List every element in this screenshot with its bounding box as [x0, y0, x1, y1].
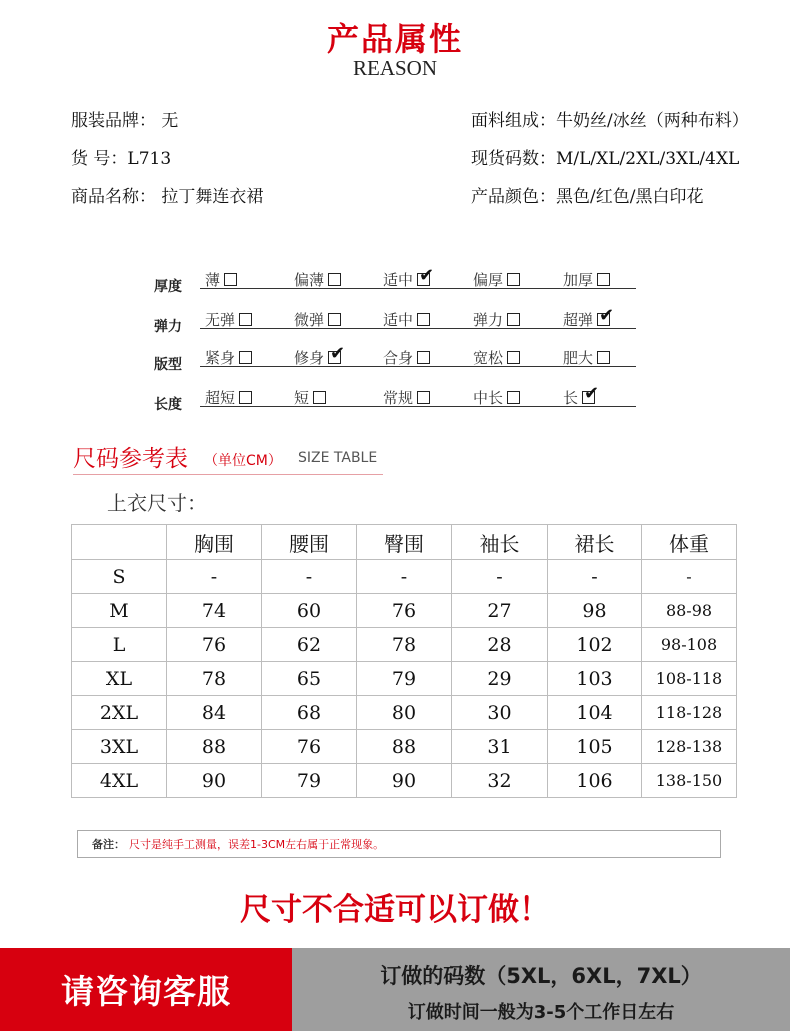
property-option-label: 适中: [383, 311, 414, 329]
custom-sizes-text: 订做的码数（5XL，6XL，7XL）: [380, 964, 702, 988]
size-table-title: 尺码参考表: [73, 446, 188, 472]
checkbox-icon: [417, 391, 430, 404]
property-option: [383, 347, 430, 368]
property-option: [294, 269, 341, 290]
property-option-label: 常规: [383, 389, 414, 407]
checkbox-icon: [507, 273, 520, 286]
size-table-title-en: SIZE TABLE: [298, 450, 378, 466]
table-cell: 105: [548, 730, 642, 764]
property-option: [383, 387, 430, 408]
table-cell: XL: [72, 662, 167, 696]
property-option: [205, 309, 252, 330]
table-cell: 108-118: [642, 662, 737, 696]
table-cell: 106: [548, 764, 642, 798]
checkmark-icon: ✔: [584, 383, 600, 404]
property-option: [205, 269, 237, 290]
property-option: [563, 383, 600, 408]
table-cell: M: [72, 594, 167, 628]
property-option-label: 长: [563, 389, 579, 407]
property-option: [563, 269, 610, 290]
table-cell: 32: [452, 764, 548, 798]
size-table: [71, 524, 737, 798]
table-header-cell: 裙长: [548, 525, 642, 560]
checkbox-icon: [328, 273, 341, 286]
table-cell: 28: [452, 628, 548, 662]
note-box: [77, 830, 721, 858]
checkmark-icon: ✔: [599, 305, 615, 326]
table-cell: 79: [262, 764, 357, 798]
table-cell: 31: [452, 730, 548, 764]
checkbox-icon: [313, 391, 326, 404]
size-title-divider: [73, 474, 383, 475]
table-cell: L: [72, 628, 167, 662]
table-cell: 80: [357, 696, 452, 730]
table-cell: 78: [167, 662, 262, 696]
contact-service-button[interactable]: 请咨询客服: [0, 948, 292, 1031]
property-label: 厚度: [154, 279, 182, 295]
table-cell: 84: [167, 696, 262, 730]
property-option: [473, 309, 520, 330]
custom-time-text: 订做时间一般为3-5个工作日左右: [407, 1002, 675, 1023]
table-cell: 76: [357, 594, 452, 628]
table-cell: 88: [167, 730, 262, 764]
property-option: [383, 309, 430, 330]
table-cell: -: [167, 560, 262, 594]
table-cell: 65: [262, 662, 357, 696]
property-option: [473, 347, 520, 368]
table-cell: 68: [262, 696, 357, 730]
table-row: [72, 730, 737, 764]
table-cell: 79: [357, 662, 452, 696]
attr-brand: 服装品牌： 无: [71, 111, 179, 131]
property-option-label: 加厚: [563, 271, 594, 289]
table-cell: 76: [167, 628, 262, 662]
checked-box-icon: [417, 265, 435, 286]
property-option-label: 弹力: [473, 311, 504, 329]
table-cell: 138-150: [642, 764, 737, 798]
table-cell: S: [72, 560, 167, 594]
checked-box-icon: [582, 383, 600, 404]
note-text: 尺寸是纯手工测量，误差1-3CM左右属于正常现象。: [129, 838, 385, 851]
property-option: [294, 309, 341, 330]
table-header-cell: 臀围: [357, 525, 452, 560]
checkmark-icon: ✔: [419, 265, 435, 286]
table-header-cell: 体重: [642, 525, 737, 560]
checkbox-icon: [507, 391, 520, 404]
table-cell: 103: [548, 662, 642, 696]
attr-item-no: 货 号：L713: [71, 149, 172, 169]
property-option: [294, 387, 326, 408]
property-option: [563, 347, 610, 368]
table-cell: -: [262, 560, 357, 594]
property-option: [473, 387, 520, 408]
table-cell: 76: [262, 730, 357, 764]
custom-info-panel: [292, 948, 790, 1031]
attr-product-name: 商品名称： 拉丁舞连衣裙: [71, 187, 264, 207]
page-subtitle: REASON: [352, 56, 437, 80]
table-row: [72, 764, 737, 798]
table-cell: 88-98: [642, 594, 737, 628]
property-option: [294, 343, 346, 368]
property-option-label: 无弹: [205, 311, 236, 329]
property-option-label: 偏薄: [294, 271, 325, 289]
table-cell: 30: [452, 696, 548, 730]
checkbox-icon: [597, 273, 610, 286]
table-cell: 98-108: [642, 628, 737, 662]
property-option-label: 微弹: [294, 311, 325, 329]
checkbox-icon: [224, 273, 237, 286]
property-option-label: 修身: [294, 349, 325, 367]
checkbox-icon: [328, 313, 341, 326]
table-cell: 104: [548, 696, 642, 730]
table-row: [72, 628, 737, 662]
property-option-label: 紧身: [205, 349, 236, 367]
table-header-cell: 腰围: [262, 525, 357, 560]
table-header-row: [72, 525, 737, 560]
table-cell: 60: [262, 594, 357, 628]
checked-box-icon: [597, 305, 615, 326]
table-header-cell: 胸围: [167, 525, 262, 560]
table-cell: 74: [167, 594, 262, 628]
property-option: [383, 265, 435, 290]
table-cell: 29: [452, 662, 548, 696]
table-cell: -: [452, 560, 548, 594]
table-cell: -: [548, 560, 642, 594]
checked-box-icon: [328, 343, 346, 364]
property-option-label: 中长: [473, 389, 504, 407]
checkbox-icon: [417, 351, 430, 364]
property-option: [473, 269, 520, 290]
property-option: [205, 387, 252, 408]
table-cell: 128-138: [642, 730, 737, 764]
property-label: 版型: [154, 357, 182, 373]
size-table-unit: （单位CM）: [204, 453, 282, 469]
checkbox-icon: [597, 351, 610, 364]
page-title: 产品属性: [326, 20, 463, 58]
top-size-label: 上衣尺寸：: [107, 491, 207, 515]
attr-stock-sizes: 现货码数：M/L/XL/2XL/3XL/4XL: [471, 149, 740, 169]
bottom-bar: [0, 948, 790, 1031]
property-option: [205, 347, 252, 368]
table-cell: 2XL: [72, 696, 167, 730]
table-cell: 62: [262, 628, 357, 662]
property-option-label: 适中: [383, 271, 414, 289]
property-option-label: 超弹: [563, 311, 594, 329]
checkbox-icon: [239, 391, 252, 404]
note-label: 备注：: [92, 838, 125, 851]
table-row: [72, 662, 737, 696]
property-option-label: 短: [294, 389, 310, 407]
table-cell: 102: [548, 628, 642, 662]
table-cell: 90: [167, 764, 262, 798]
property-option-label: 合身: [383, 349, 414, 367]
table-header-cell: 袖长: [452, 525, 548, 560]
attr-colors: 产品颜色：黑色/红色/黑白印花: [471, 187, 704, 207]
table-cell: 118-128: [642, 696, 737, 730]
checkbox-icon: [417, 313, 430, 326]
property-option-label: 薄: [205, 271, 221, 289]
table-cell: 98: [548, 594, 642, 628]
property-label: 长度: [154, 397, 182, 413]
checkbox-icon: [239, 351, 252, 364]
property-option-label: 肥大: [563, 349, 594, 367]
property-option-label: 宽松: [473, 349, 504, 367]
property-option-label: 偏厚: [473, 271, 504, 289]
table-cell: 4XL: [72, 764, 167, 798]
checkbox-icon: [507, 351, 520, 364]
property-option-label: 超短: [205, 389, 236, 407]
property-option: [563, 305, 615, 330]
table-cell: -: [642, 560, 737, 594]
checkbox-icon: [239, 313, 252, 326]
attr-fabric: 面料组成：牛奶丝/冰丝（两种布料）: [471, 111, 749, 131]
table-cell: 78: [357, 628, 452, 662]
table-header-cell: [72, 525, 167, 560]
checkbox-icon: [507, 313, 520, 326]
table-cell: 27: [452, 594, 548, 628]
table-cell: -: [357, 560, 452, 594]
table-row: [72, 696, 737, 730]
checkmark-icon: ✔: [330, 343, 346, 364]
table-cell: 88: [357, 730, 452, 764]
table-row: [72, 560, 737, 594]
custom-order-banner: 尺寸不合适可以订做！: [240, 892, 550, 928]
property-label: 弹力: [154, 319, 182, 335]
table-row: [72, 594, 737, 628]
table-cell: 90: [357, 764, 452, 798]
table-cell: 3XL: [72, 730, 167, 764]
